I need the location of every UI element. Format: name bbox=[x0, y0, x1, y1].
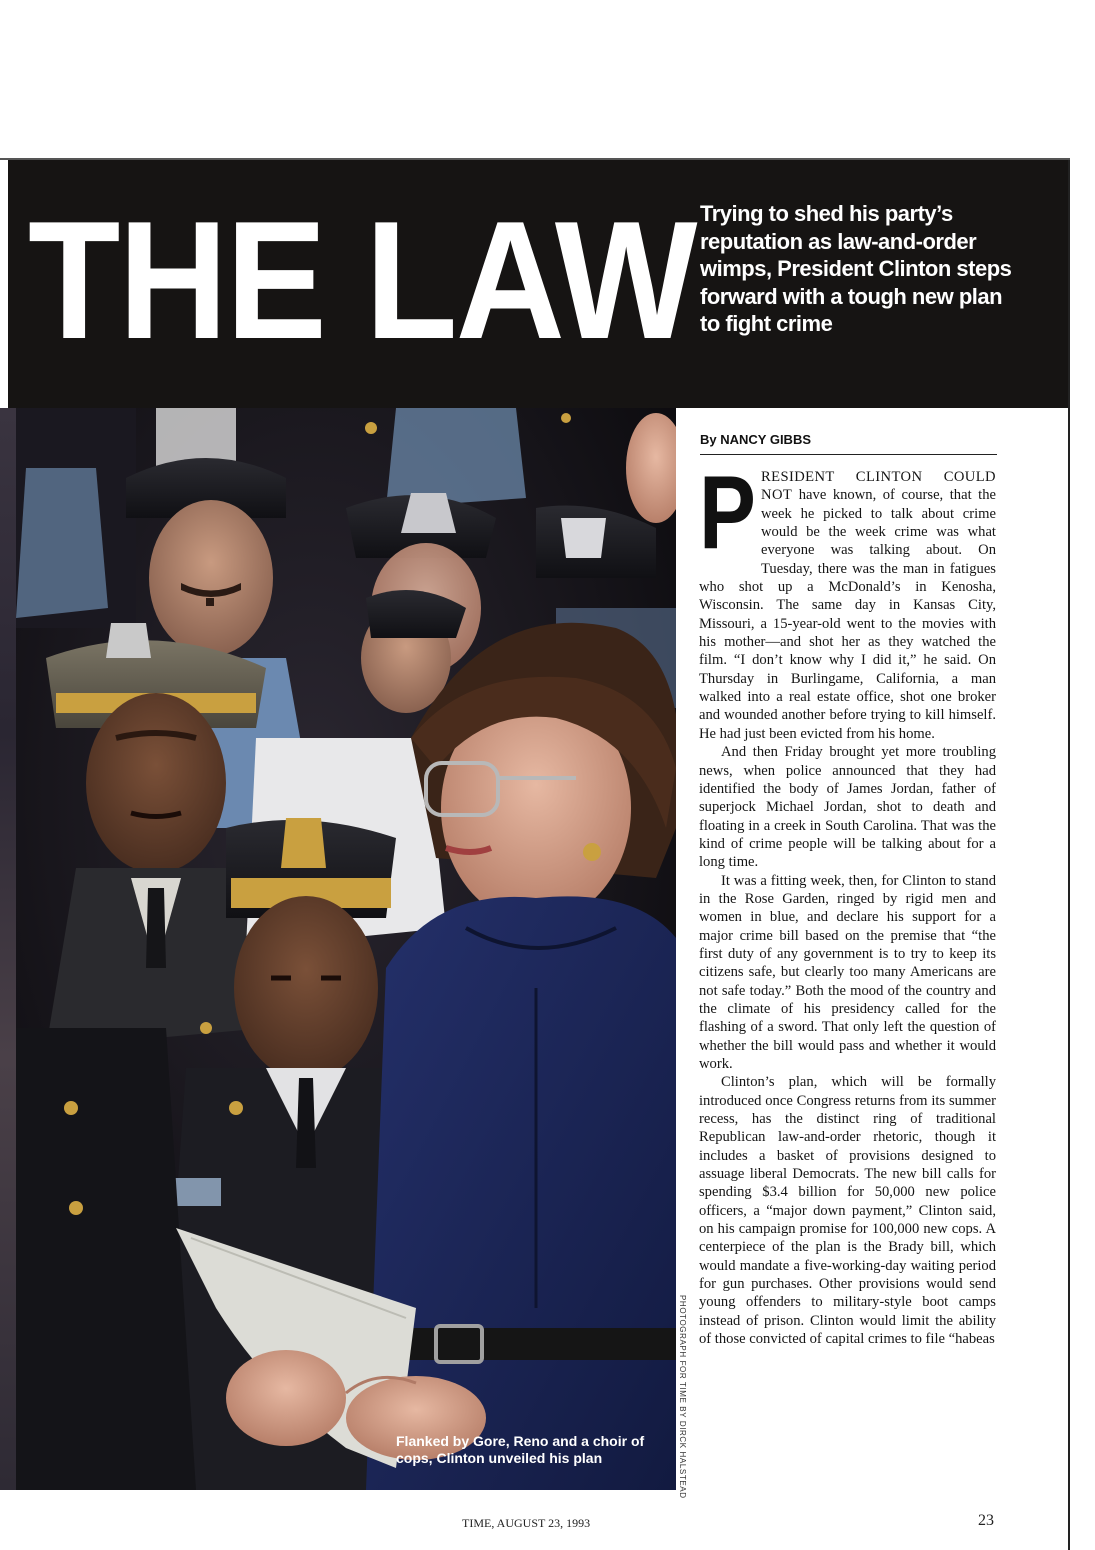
deck: Trying to shed his party’s reputation as law-and-order wimps, President Clinton steps forward with a tough new plan to fight crime bbox=[700, 201, 1012, 336]
article-body bbox=[699, 468, 996, 1498]
drop-cap: P bbox=[699, 468, 756, 571]
article-paragraph: And then Friday brought yet more troubling news, when police announced that they had identified the body of James Jordan, father of superjock Michael Jordan, shot to death and floating in a creek in South Carolina. That was the kind of crime people will be talking about for a long time. bbox=[699, 744, 996, 871]
headline: THE LAW bbox=[28, 186, 696, 374]
page-number: 23 bbox=[978, 1512, 994, 1529]
article-paragraph bbox=[699, 468, 996, 743]
byline: By NANCY GIBBS bbox=[700, 432, 997, 455]
photo bbox=[16, 408, 676, 1490]
photo-illustration bbox=[16, 408, 676, 1490]
publication-line: TIME, AUGUST 23, 1993 bbox=[462, 1516, 591, 1530]
page-edge bbox=[1068, 160, 1070, 1550]
photo-credit: PHOTOGRAPH FOR TIME BY DIRCK HALSTEAD bbox=[678, 1295, 687, 1499]
paragraph-text: have known, of course, that the week he picked to talk about crime would be the week crime was what everyone was talking about. On Tuesday, there was the man in fatigues who shot up a McDonald’s in Kenosha, Wisconsin. The same day in Kansas City, Missouri, a 15-year-old went to the movies with his mother—and shot her as they watched the film. “I don’t know why I did it,” he said. On Thursday in Burlingame, California, a man walked into a real estate office, shot one broker and wounded another before trying to kill himself. He had just been evicted from his home. bbox=[699, 487, 996, 742]
photo-left-strip bbox=[0, 408, 16, 1490]
photo-caption: Flanked by Gore, Reno and a choir of cops, Clinton unveiled his plan bbox=[396, 1433, 645, 1466]
article-paragraph: Clinton’s plan, which will be formally introduced once Congress returns from its summer recess, has the distinct ring of traditional Republican law-and-order rhetoric, though it includes a basket of provisions designed to assuage liberal Democrats. The new bill calls for spending $3.4 billion for 50,000 new police officers, a “major down payment,” Clinton said, on his campaign promise for 100,000 new cops. A centerpiece of the plan is the Brady bill, which would mandate a five-working-day waiting period for gun purchases. Other provisions would send young offenders to military-style boot camps instead of prison. Clinton would limit the ability of those convicted of capital crimes to file “habeas bbox=[699, 1074, 996, 1348]
article-paragraph: It was a fitting week, then, for Clinton to stand in the Rose Garden, ringed by rigid men and women in blue, and declare his support for a major crime bill based on the premise that “the first duty of any government is to try to keep its citizens safe, but clearly too many Americans are not safe today.” Both the mood of the country and the climate of his presidency called for the flashing of a sword. That only left the question of whether the bill would pass and whether it would work. bbox=[699, 872, 996, 1072]
lead-in: RESIDENT CLINTON COULD NOT bbox=[761, 469, 996, 504]
